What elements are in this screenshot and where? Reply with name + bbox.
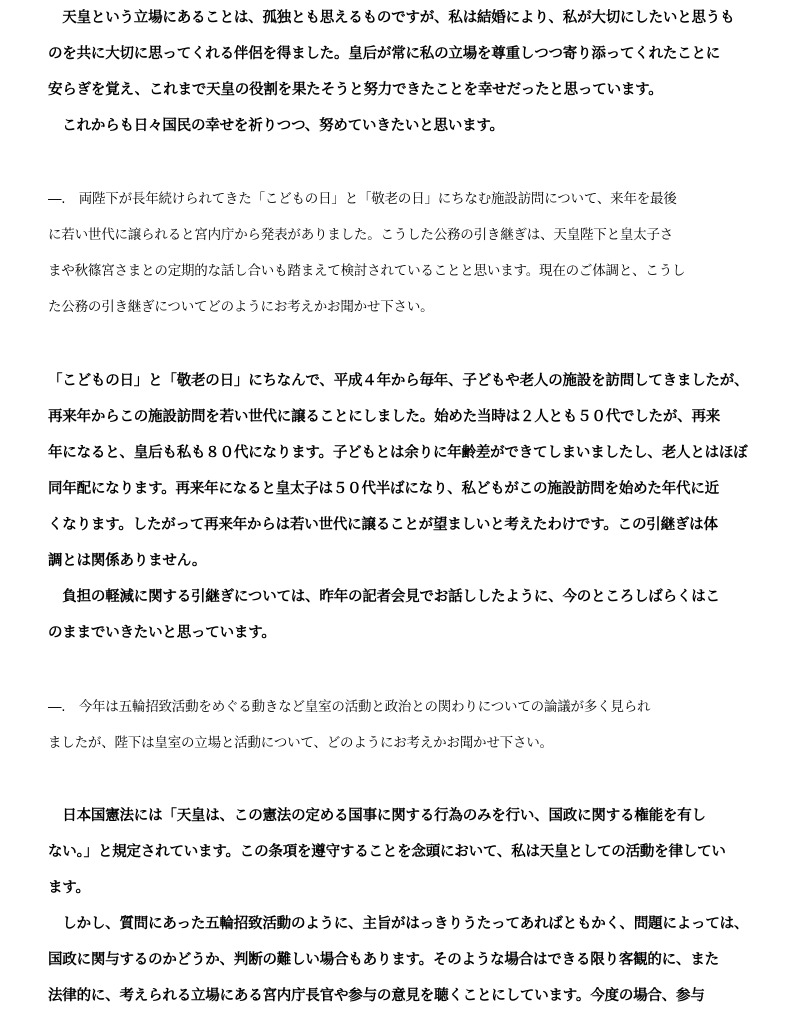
question-line: まや秋篠宮さまとの定期的な話し合いも踏まえて検討されていることと思います。現在のご体調と、こうし xyxy=(48,263,686,279)
question-line: ―. 今年は五輪招致活動をめぐる動きなど皇室の活動と政治との関わりについての論議が多く見られ xyxy=(48,699,651,715)
text-line: これからも日々国民の幸せを祈りつつ、努めていきたいと思います。 xyxy=(48,118,504,134)
text-line: 調とは関係ありません。 xyxy=(48,553,207,569)
text-line: ます。 xyxy=(48,880,90,896)
question-line: ましたが、陛下は皇室の立場と活動について、どのようにお考えかお聞かせ下さい。 xyxy=(48,735,553,751)
text-line: くなります。したがって再来年からは若い世代に譲ることが望ましいと考えたわけです。この引継ぎは体 xyxy=(48,517,718,533)
text-line: 国政に関与するのかどうか、判断の難しい場合もあります。そのような場合はできる限り客観的に、また xyxy=(48,952,719,968)
text-line: 負担の軽減に関する引継ぎについては、昨年の記者会見でお話ししたように、今のところしばらくはこ xyxy=(48,589,720,605)
text-line: のを共に大切に思ってくれる伴侶を得ました。皇后が常に私の立場を尊重しつつ寄り添ってくれたことに xyxy=(48,46,721,62)
text-line: 日本国憲法には「天皇は、この憲法の定める国事に関する行為のみを行い、国政に関する権能を有し xyxy=(48,808,706,824)
question-line: た公務の引き継ぎについてどのようにお考えかお聞かせ下さい。 xyxy=(48,299,434,315)
question-line: に若い世代に譲られると宮内庁から発表がありました。こうした公務の引き継ぎは、天皇陛下と皇太子さ xyxy=(48,227,674,243)
text-line: ない。」と規定されています。この条項を遵守することを念頭において、私は天皇としての活動を律してい xyxy=(48,844,726,860)
question-line: ―. 両陛下が長年続けられてきた「こどもの日」と「敬老の日」にちなむ施設訪問について、来年を最後 xyxy=(48,191,677,207)
text-line: 安らぎを覚え、これまで天皇の役割を果たそうと努力できたことを幸せだったと思っています。 xyxy=(48,82,663,98)
text-line: 天皇という立場にあることは、孤独とも思えるものですが、私は結婚により、私が大切にしたいと思うも xyxy=(48,10,735,26)
text-line: 同年配になります。再来年になると皇太子は５０代半ばになり、私どもがこの施設訪問を始めた年代に近 xyxy=(48,481,719,497)
text-line: 「こどもの日」と「敬老の日」にちなんで、平成４年から毎年、子どもや老人の施設を訪問してきましたが、 xyxy=(48,373,749,389)
text-line: 再来年からこの施設訪問を若い世代に譲ることにしました。始めた当時は２人とも５０代でしたが、再来 xyxy=(48,409,721,425)
text-line: しかし、質問にあった五輪招致活動のように、主旨がはっきりうたってあればともかく、問題によっては、 xyxy=(48,916,749,932)
text-line: のままでいきたいと思っています。 xyxy=(48,625,276,641)
text-line: 年になると、皇后も私も８０代になります。子どもとは余りに年齢差ができてしまいましたし、老人とはほぼ xyxy=(48,445,748,461)
text-line: 法律的に、考えられる立場にある宮内庁長官や参与の意見を聴くことにしています。今度の場合、参与 xyxy=(48,988,705,1004)
